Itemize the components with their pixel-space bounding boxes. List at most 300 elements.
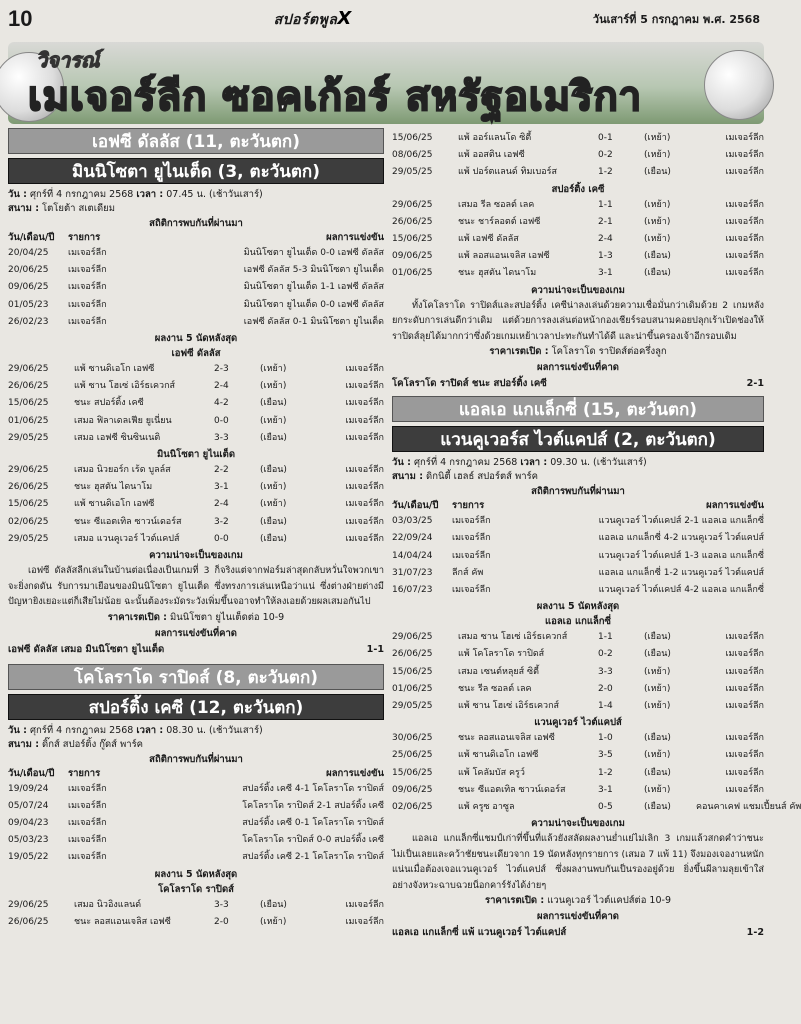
- form-venue: (เหย้า): [644, 700, 671, 711]
- form-date: 25/06/25: [392, 750, 433, 761]
- form-opponent: เสมอ นิวอิงแลนด์: [74, 899, 142, 910]
- match1-pred-title: ผลการแข่งขันที่คาด: [155, 627, 237, 639]
- h2h-date: 19/05/22: [8, 852, 49, 863]
- form-venue: (เหย้า): [260, 364, 287, 375]
- form-date: 29/05/25: [8, 533, 49, 544]
- match2-team2-name: สปอร์ติ้ง เคซี: [551, 183, 605, 195]
- form-row: [8, 378, 384, 395]
- form-competition: เมเจอร์ลีก: [345, 398, 384, 409]
- form-score: 2-1: [598, 216, 613, 227]
- form-competition: เมเจอร์ลีก: [725, 133, 764, 143]
- form-date: 09/06/25: [392, 784, 433, 795]
- publication-logo: [274, 8, 352, 31]
- h2h-date: 16/07/23: [392, 584, 433, 595]
- form-opponent: แพ้ ซาน โฮเซ่ เอิร์ธเควกส์: [74, 381, 176, 392]
- form-date: 26/06/25: [8, 482, 49, 493]
- form-venue: (เหย้า): [644, 133, 671, 143]
- form-row: [8, 496, 384, 513]
- form-row: [8, 914, 384, 931]
- form-venue: (เหย้า): [644, 666, 671, 677]
- form-score: 3-3: [214, 899, 229, 910]
- form-row: [8, 514, 384, 531]
- form-score: 3-1: [598, 784, 613, 795]
- form-date: 29/05/25: [392, 167, 433, 178]
- h2h-row: [8, 798, 384, 815]
- form-competition: เมเจอร์ลีก: [345, 415, 384, 426]
- form-score: 2-4: [598, 234, 613, 245]
- h2h-result: มินนิโซตา ยูไนเต็ด 0-0 เอฟซี ดัลลัส: [243, 248, 384, 258]
- match1-prediction: เอฟซี ดัลลัส เสมอ มินนิโซตา ยูไนเต็ด 1-1: [8, 643, 384, 655]
- h2h-date: 20/06/25: [8, 265, 49, 276]
- form-score: 2-0: [214, 916, 229, 927]
- form-row: [8, 897, 384, 914]
- match2-home-header: โคโลราโด ราปิดส์ (8, ตะวันตก): [8, 664, 384, 690]
- form-venue: (เยือน): [260, 899, 287, 910]
- form-score: 2-2: [214, 465, 229, 476]
- h2h-competition: เมเจอร์ลีก: [68, 248, 107, 258]
- form-date: 29/06/25: [8, 899, 49, 910]
- form-score: 0-2: [598, 150, 613, 161]
- form-venue: (เหย้า): [644, 216, 671, 227]
- form-date: 29/06/25: [392, 632, 433, 643]
- match2-venue: สนาม : ดิ๊กส์ สปอร์ติ้ง กู๊ดส์ พาร์ค: [8, 738, 144, 750]
- form-row: [392, 782, 764, 799]
- logo-x: X: [337, 7, 352, 29]
- form-competition: เมเจอร์ลีก: [345, 482, 384, 493]
- h2h-competition: เมเจอร์ลีก: [452, 550, 491, 561]
- form-date: 09/06/25: [392, 251, 433, 262]
- form-score: 1-4: [598, 700, 613, 711]
- h2h-row: [392, 582, 764, 599]
- form-opponent: ชนะ ฮุสตัน ไดนาโม: [458, 268, 537, 279]
- form-score: 3-5: [598, 750, 613, 761]
- h2h-result: โคโลราโด ราปิดส์ 0-0 สปอร์ติ้ง เคซี: [242, 835, 384, 846]
- form-opponent: แพ้ ซาน โฮเซ่ เอิร์ธเควกส์: [458, 700, 560, 711]
- form-competition: เมเจอร์ลีก: [345, 364, 384, 375]
- match3-h2h-header: วัน/เดือน/ปี รายการ ผลการแข่งขัน: [392, 500, 764, 512]
- form-opponent: ชนะ ซีแอตเทิล ซาวน์เดอร์ส: [458, 784, 566, 795]
- h2h-competition: เมเจอร์ลีก: [68, 852, 107, 863]
- h2h-competition: เมเจอร์ลีก: [68, 316, 107, 327]
- h2h-result: มินนิโซตา ยูไนเต็ด 1-1 เอฟซี ดัลลัส: [243, 282, 384, 293]
- form-opponent: ชนะ ชาร์ลอตต์ เอฟซี: [458, 216, 541, 227]
- form-row: [392, 231, 764, 248]
- match1-h2h-title: สถิติการพบกันที่ผ่านมา: [149, 218, 243, 229]
- match3-away-header: แวนคูเวอร์ส ไวต์แคปส์ (2, ตะวันตก): [392, 426, 764, 452]
- form-date: 29/06/25: [8, 465, 49, 476]
- form-score: 1-2: [598, 167, 613, 178]
- form-venue: (เหย้า): [644, 199, 671, 210]
- h2h-date: 26/02/23: [8, 316, 49, 327]
- form-row: [8, 361, 384, 378]
- h2h-row: [392, 513, 764, 530]
- form-row: [8, 462, 384, 479]
- h2h-competition: เมเจอร์ลีก: [452, 584, 491, 595]
- h2h-row: [392, 565, 764, 582]
- form-row: [392, 664, 764, 681]
- match2-rate: ราคาเรตเปิด : โคโลราโด ราปิดส์ต่อครึ่งลูก: [489, 346, 667, 358]
- match1-team2-form: [8, 462, 384, 548]
- match3-rate: ราคาเรตเปิด : แวนคูเวอร์ ไวต์แคปส์ต่อ 10-9: [485, 895, 671, 907]
- h2h-row: [392, 530, 764, 547]
- form-venue: (เหย้า): [644, 683, 671, 694]
- form-row: [8, 395, 384, 412]
- form-date: 15/06/25: [8, 499, 49, 510]
- match1-team1-name: เอฟซี ดัลลัส: [171, 348, 221, 360]
- h2h-result: แวนคูเวอร์ ไวต์แคปส์ 1-3 แอลเอ แกแล็กซี่: [598, 550, 764, 561]
- form-competition: เมเจอร์ลีก: [725, 784, 764, 795]
- h2h-competition: เมเจอร์ลีก: [68, 783, 107, 794]
- h2h-competition: ลีกส์ คัพ: [452, 567, 484, 578]
- match2-h2h-header: วัน/เดือน/ปี รายการ ผลการแข่งขัน: [8, 767, 384, 779]
- match3-team1-form: [392, 629, 764, 715]
- form-competition: คอนคาเคฟ แชมเปี้ยนส์ คัพ: [696, 801, 801, 812]
- form-date: 15/06/25: [392, 133, 433, 143]
- form-competition: เมเจอร์ลีก: [725, 767, 764, 778]
- form-competition: เมเจอร์ลีก: [725, 150, 764, 161]
- h2h-date: 03/03/25: [392, 516, 433, 527]
- h2h-result: สปอร์ติ้ง เคซี 0-1 โคโลราโด ราปิดส์: [242, 817, 384, 828]
- h2h-row: [8, 279, 384, 296]
- form-opponent: แพ้ ซานดิเอโก เอฟซี: [74, 499, 155, 510]
- h2h-row: [8, 832, 384, 849]
- match3-prediction: แอลเอ แกแล็กซี่ แพ้ แวนคูเวอร์ ไวต์แคปส์ 1-2: [392, 927, 764, 939]
- form-competition: เมเจอร์ลีก: [725, 733, 764, 744]
- match3-schedule: วัน : ศุกร์ที่ 4 กรกฎาคม 2568 เวลา : 09.30 น. (เช้าวันเสาร์): [392, 457, 647, 469]
- form-row: [392, 265, 764, 282]
- form-venue: (เยือน): [644, 649, 671, 660]
- form-venue: (เยือน): [260, 465, 287, 476]
- form-score: 0-1: [598, 133, 613, 143]
- form-row: [392, 629, 764, 646]
- h2h-result: มินนิโซตา ยูไนเต็ด 0-0 เอฟซี ดัลลัส: [243, 299, 384, 310]
- match1-analysis: เอฟซี ดัลลัสลีกเล่นในบ้านต่อเนื่องเป็นเกมที่ 3 ก็จริงแต่จากฟอร์มล่าสุดกลับหวั่นใจพวกเขาจะยิ่งกดดัน รับการมาเยือนของมินนิโซตา ยูไนเต็ด ซึ่งทรงการเล่นเหนือว่าแน่ ซึ่งต่างฝ่ายต่างมีปัญหายิงเยอะแต่ก็เสียไม่น้อย ฉะนั้นต้องระมัดระวังเพิ่มขึ้นจอาจทำให้ลงเอยด้วยผลเสมอกันไป: [8, 565, 384, 608]
- h2h-competition: เมเจอร์ลีก: [452, 516, 491, 527]
- form-opponent: ชนะ ซีแอตเทิล ซาวน์เดอร์ส: [74, 516, 182, 527]
- form-date: 26/06/25: [392, 649, 433, 660]
- h2h-row: [8, 314, 384, 331]
- form-venue: (เหย้า): [260, 381, 287, 392]
- form-venue: (เหย้า): [260, 916, 287, 927]
- form-date: 01/06/25: [392, 268, 433, 279]
- match1-venue: สนาม : โตโยต้า สเตเดียม: [8, 203, 115, 214]
- h2h-date: 05/07/24: [8, 800, 49, 811]
- form-date: 02/06/25: [392, 801, 433, 812]
- form-date: 15/06/25: [392, 234, 433, 245]
- form-competition: เมเจอร์ลีก: [345, 499, 384, 510]
- h2h-competition: เมเจอร์ลีก: [68, 817, 107, 828]
- form-competition: เมเจอร์ลีก: [725, 683, 764, 694]
- form-date: 29/05/25: [392, 700, 433, 711]
- match2-schedule: วัน : ศุกร์ที่ 4 กรกฎาคม 2568 เวลา : 08.30 น. (เช้าวันเสาร์): [8, 724, 263, 736]
- form-venue: (เยือน): [644, 632, 671, 643]
- h2h-row: [8, 297, 384, 314]
- form-competition: เมเจอร์ลีก: [725, 251, 764, 262]
- form-opponent: ชนะ รีล ซอลต์ เลค: [458, 683, 532, 694]
- match2-team1-name: โคโลราโด ราปิดส์: [158, 883, 234, 895]
- left-column: [8, 128, 384, 931]
- h2h-result: สปอร์ติ้ง เคซี 2-1 โคโลราโด ราปิดส์: [242, 852, 384, 863]
- form-row: [392, 730, 764, 747]
- form-venue: (เหย้า): [644, 234, 671, 245]
- match1-rate: ราคาเรตเปิด : มินนิโซตา ยูไนเต็ดต่อ 10-9: [107, 611, 285, 623]
- form-venue: (เหย้า): [260, 499, 287, 510]
- form-competition: เมเจอร์ลีก: [345, 465, 384, 476]
- soccer-ball-icon: [704, 50, 774, 120]
- h2h-result: แวนคูเวอร์ ไวต์แคปส์ 2-1 แอลเอ แกแล็กซี่: [598, 516, 764, 527]
- form-competition: เมเจอร์ลีก: [725, 750, 764, 761]
- form-row: [392, 698, 764, 715]
- h2h-result: เอฟซี ดัลลัส 0-1 มินนิโซตา ยูไนเต็ด: [243, 316, 384, 327]
- form-score: 2-4: [214, 499, 229, 510]
- match1-team2-name: มินนิโซตา ยูไนเต็ด: [156, 449, 236, 461]
- h2h-row: [8, 245, 384, 262]
- form-venue: (เยือน): [260, 398, 287, 409]
- match1-away-header: มินนิโซตา ยูไนเต็ด (3, ตะวันตก): [8, 158, 384, 184]
- form-competition: เมเจอร์ลีก: [725, 216, 764, 227]
- match1-form-title: ผลงาน 5 นัดหลังสุด: [154, 333, 238, 345]
- form-opponent: เสมอ รีล ซอลต์ เลค: [458, 199, 535, 210]
- form-opponent: แพ้ ลอสแอนเจลิส เอฟซี: [458, 251, 550, 262]
- form-score: 3-3: [214, 432, 229, 443]
- match2-h2h-table: [8, 781, 384, 867]
- form-score: 1-1: [598, 632, 613, 643]
- form-score: 3-3: [598, 666, 613, 677]
- form-date: 01/06/25: [8, 415, 49, 426]
- match2-analysis: ทั้งโคโลราโด ราปิดส์และสปอร์ติ้ง เคซีน่าลงเล่นด้วยความเชื่อมั่นกว่าเดิมด้วย 2 เกมหลังยกระดับการเล่นดีกว่าเดิม แต่ด้วยการลงเล่นต่อหน้ากองเชียร์รอบสนามคอยปลุกเร้าเปิดช่องให้ราปิดส์ลุยได้มากกว่าซึ่งด้วยเกมเหย้าเวลาปะทะกันทำได้ดี และน่าขึ้นครองเจ้าอีกรอบเดิม: [392, 299, 764, 342]
- banner-subtitle: วิจารณ์: [36, 48, 100, 72]
- match1-home-header: เอฟซี ดัลลัส (11, ตะวันตก): [8, 128, 384, 154]
- match1-team1-form: [8, 361, 384, 447]
- form-row: [8, 413, 384, 430]
- form-opponent: เสมอ ฟิลาเดลเฟีย ยูเนี่ยน: [74, 415, 172, 426]
- form-venue: (เหย้า): [260, 482, 287, 493]
- page-number: 10: [8, 6, 33, 31]
- form-opponent: แพ้ โคโลราโด ราปิดส์: [458, 649, 545, 660]
- form-competition: เมเจอร์ลีก: [725, 199, 764, 210]
- form-row: [392, 197, 764, 214]
- match2-away-header: สปอร์ติ้ง เคซี (12, ตะวันตก): [8, 694, 384, 720]
- form-opponent: แพ้ ครูซ อาซูล: [458, 801, 515, 812]
- h2h-date: 01/05/23: [8, 299, 49, 310]
- h2h-competition: เมเจอร์ลีก: [68, 265, 107, 276]
- match3-analysis-title: ความน่าจะเป็นของเกม: [531, 818, 625, 830]
- form-date: 30/06/25: [392, 733, 433, 744]
- form-competition: เมเจอร์ลีก: [345, 516, 384, 527]
- form-score: 2-4: [214, 381, 229, 392]
- h2h-row: [8, 815, 384, 832]
- form-row: [392, 765, 764, 782]
- form-score: 0-5: [598, 801, 613, 812]
- form-competition: เมเจอร์ลีก: [725, 700, 764, 711]
- form-opponent: เสมอ เซนต์หลุยส์ ซิตี้: [458, 666, 539, 677]
- match2-analysis-title: ความน่าจะเป็นของเกม: [531, 284, 625, 296]
- form-row: [392, 646, 764, 663]
- h2h-result: โคโลราโด ราปิดส์ 2-1 สปอร์ติ้ง เคซี: [242, 800, 384, 811]
- h2h-date: 05/03/23: [8, 835, 49, 846]
- form-date: 15/06/25: [392, 767, 433, 778]
- form-row: [392, 164, 764, 181]
- form-venue: (เหย้า): [644, 784, 671, 795]
- form-opponent: เสมอ ซาน โฮเซ่ เอิร์ธเควกส์: [458, 632, 568, 643]
- h2h-row: [392, 548, 764, 565]
- match2-team2-form: [392, 197, 764, 283]
- form-competition: เมเจอร์ลีก: [345, 916, 384, 927]
- form-row: [392, 147, 764, 164]
- h2h-competition: เมเจอร์ลีก: [68, 835, 107, 846]
- form-row: [8, 430, 384, 447]
- match3-h2h-table: [392, 513, 764, 599]
- match1-schedule: วัน : ศุกร์ที่ 4 กรกฎาคม 2568 เวลา : 07.45 น. (เช้าวันเสาร์): [8, 189, 263, 200]
- form-score: 3-1: [214, 482, 229, 493]
- h2h-date: 31/07/23: [392, 567, 433, 578]
- h2h-competition: เมเจอร์ลีก: [452, 533, 491, 544]
- h2h-competition: เมเจอร์ลีก: [68, 299, 107, 310]
- form-row: [392, 248, 764, 265]
- form-competition: เมเจอร์ลีก: [345, 899, 384, 910]
- form-opponent: แพ้ ออร์แลนโด ซิตี้: [458, 133, 532, 143]
- match3-team2-form: [392, 730, 801, 816]
- form-venue: (เยือน): [644, 733, 671, 744]
- form-competition: เมเจอร์ลีก: [345, 533, 384, 544]
- form-opponent: แพ้ ซานดิเอโก เอฟซี: [458, 750, 539, 761]
- form-opponent: แพ้ โคลัมบัส ครูว์: [458, 767, 525, 778]
- form-opponent: เสมอ เอฟซี ซินซินเนติ: [74, 432, 161, 443]
- match2-form-title: ผลงาน 5 นัดหลังสุด: [154, 868, 238, 880]
- h2h-result: เอฟซี ดัลลัส 5-3 มินนิโซตา ยูไนเต็ด: [243, 265, 384, 276]
- form-competition: เมเจอร์ลีก: [725, 167, 764, 178]
- form-date: 26/06/25: [8, 916, 49, 927]
- form-venue: (เหย้า): [644, 750, 671, 761]
- match3-home-header: แอลเอ แกแล็กซี่ (15, ตะวันตก): [392, 396, 764, 422]
- form-score: 2-3: [214, 364, 229, 375]
- h2h-date: 20/04/25: [8, 248, 49, 258]
- match2-h2h-title: สถิติการพบกันที่ผ่านมา: [149, 753, 243, 765]
- match2-team1-form-cont: [392, 130, 764, 182]
- form-opponent: ชนะ ลอสแอนเจลิส เอฟซี: [74, 916, 171, 927]
- match1-h2h-table: [8, 245, 384, 331]
- form-score: 0-0: [214, 533, 229, 544]
- form-competition: เมเจอร์ลีก: [345, 432, 384, 443]
- form-opponent: แพ้ ปอร์ตแลนด์ ทิมเบอร์ส: [458, 167, 557, 178]
- match3-analysis: แอลเอ แกแล็กซี่แชมป์เก่าที่ขึ้นที่แล้วยังสลัดผลงานย่ำแย่ไม่เลิก 3 เกมแล้วสกดคำว่าชนะไม่เป็นเลยและคว้าชัยชนะเดียวจาก 19 นัดหลังทุกรายการ (เสมอ 7 แพ้ 11) จึงมองเจองานหนักแน่นเมื่อต้องเจอแวนคูเวอร์ ไวต์แคปส์ ซึ่งผลงานพบกันเป็นรองอยู่ด้วย ยิ่งขึ้นผีลามลุยเข้าใส่อย่างจังหวะฉาบฉวยน็อกคาร์รังได้ง่ายๆ: [392, 833, 764, 891]
- form-venue: (เยือน): [644, 767, 671, 778]
- form-date: 29/06/25: [392, 199, 433, 210]
- h2h-row: [8, 849, 384, 866]
- form-row: [392, 681, 764, 698]
- match3-venue: สนาม : ดิกนิตี้ เฮลธ์ สปอร์ตส์ พาร์ค: [392, 471, 538, 483]
- match3-pred-title: ผลการแข่งขันที่คาด: [537, 911, 619, 923]
- form-opponent: ชนะ ฮุสตัน ไดนาโม: [74, 482, 153, 493]
- form-competition: เมเจอร์ลีก: [725, 234, 764, 245]
- form-competition: เมเจอร์ลีก: [725, 632, 764, 643]
- form-score: 1-0: [598, 733, 613, 744]
- form-venue: (เยือน): [260, 533, 287, 544]
- form-competition: เมเจอร์ลีก: [725, 649, 764, 660]
- form-score: 4-2: [214, 398, 229, 409]
- h2h-competition: เมเจอร์ลีก: [68, 282, 107, 293]
- form-competition: เมเจอร์ลีก: [345, 381, 384, 392]
- match3-team2-name: แวนคูเวอร์ ไวต์แคปส์: [534, 717, 622, 729]
- form-opponent: ชนะ สปอร์ติ้ง เคซี: [74, 398, 144, 409]
- form-opponent: แพ้ เอฟซี ดัลลัส: [458, 234, 519, 245]
- match3-team1-name: แอลเอ แกแล็กซี่: [545, 616, 611, 628]
- form-venue: (เยือน): [644, 251, 671, 262]
- form-opponent: ชนะ ลอสแอนเจลิส เอฟซี: [458, 733, 555, 744]
- form-row: [392, 799, 801, 816]
- form-date: 29/05/25: [8, 432, 49, 443]
- form-row: [8, 479, 384, 496]
- form-venue: (เหย้า): [644, 150, 671, 161]
- h2h-date: 09/04/23: [8, 817, 49, 828]
- form-venue: (เยือน): [644, 167, 671, 178]
- form-date: 29/06/25: [8, 364, 49, 375]
- issue-date: วันเสาร์ที่ 5 กรกฎาคม พ.ศ. 2568: [592, 13, 760, 26]
- match2-prediction: โคโลราโด ราปิดส์ ชนะ สปอร์ติ้ง เคซี 2-1: [392, 378, 764, 390]
- form-opponent: แพ้ ซานดิเอโก เอฟซี: [74, 364, 155, 375]
- form-date: 26/06/25: [8, 381, 49, 392]
- match1-h2h-header: วัน/เดือน/ปี รายการ ผลการแข่งขัน: [8, 232, 384, 243]
- match2-team1-form-start: [8, 897, 384, 931]
- form-row: [392, 130, 764, 147]
- form-opponent: เสมอ แวนคูเวอร์ ไวต์แคปส์: [74, 533, 180, 544]
- right-column: [392, 130, 801, 941]
- form-score: 2-0: [598, 683, 613, 694]
- form-row: [392, 214, 764, 231]
- form-row: [8, 531, 384, 548]
- form-venue: (เยือน): [260, 432, 287, 443]
- page-header: [0, 0, 772, 38]
- h2h-competition: เมเจอร์ลีก: [68, 800, 107, 811]
- h2h-result: สปอร์ติ้ง เคซี 4-1 โคโลราโด ราปิดส์: [242, 783, 384, 794]
- form-date: 01/06/25: [392, 683, 433, 694]
- form-date: 08/06/25: [392, 150, 433, 161]
- title-banner: [8, 42, 764, 124]
- h2h-result: แอลเอ แกแล็กซี่ 4-2 แวนคูเวอร์ ไวต์แคปส์: [598, 533, 764, 544]
- h2h-date: 22/09/24: [392, 533, 433, 544]
- form-venue: (เยือน): [644, 268, 671, 279]
- logo-text: สปอร์ตพูล: [273, 11, 338, 28]
- h2h-row: [8, 781, 384, 798]
- form-score: 1-2: [598, 767, 613, 778]
- form-score: 3-2: [214, 516, 229, 527]
- h2h-result: แอลเอ แกแล็กซี่ 1-2 แวนคูเวอร์ ไวต์แคปส์: [598, 567, 764, 578]
- match1-analysis-title: ความน่าจะเป็นของเกม: [149, 550, 243, 562]
- form-date: 15/06/25: [392, 666, 433, 677]
- h2h-result: แวนคูเวอร์ ไวต์แคปส์ 4-2 แอลเอ แกแล็กซี่: [598, 584, 764, 595]
- form-score: 3-1: [598, 268, 613, 279]
- h2h-date: 19/09/24: [8, 783, 49, 794]
- form-competition: เมเจอร์ลีก: [725, 666, 764, 677]
- form-row: [392, 747, 764, 764]
- form-date: 02/06/25: [8, 516, 49, 527]
- banner-title: เมเจอร์ลีก ซอคเก้อร์ สหรัฐอเมริกา: [28, 74, 643, 120]
- form-date: 26/06/25: [392, 216, 433, 227]
- h2h-date: 14/04/24: [392, 550, 433, 561]
- match3-h2h-title: สถิติการพบกันที่ผ่านมา: [531, 486, 625, 498]
- match3-form-title: ผลงาน 5 นัดหลังสุด: [536, 601, 620, 613]
- form-score: 0-2: [598, 649, 613, 660]
- form-score: 0-0: [214, 415, 229, 426]
- form-score: 1-1: [598, 199, 613, 210]
- h2h-row: [8, 262, 384, 279]
- form-venue: (เยือน): [260, 516, 287, 527]
- form-date: 15/06/25: [8, 398, 49, 409]
- match2-pred-title: ผลการแข่งขันที่คาด: [537, 362, 619, 374]
- form-competition: เมเจอร์ลีก: [725, 268, 764, 279]
- form-score: 1-3: [598, 251, 613, 262]
- form-venue: (เหย้า): [260, 415, 287, 426]
